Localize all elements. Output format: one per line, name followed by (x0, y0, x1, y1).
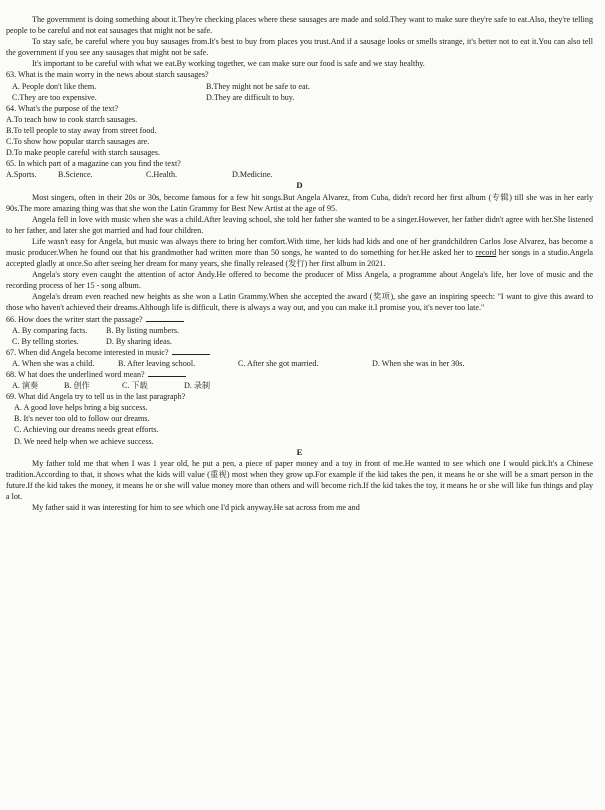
section-d-heading: D (296, 180, 303, 191)
option-d[interactable]: D. 录制 (184, 381, 211, 391)
passage-d-paragraph-3 (6, 236, 593, 269)
option-b[interactable]: B. It's never too old to follow our dreams. (14, 414, 150, 424)
question-63 (6, 69, 593, 102)
option-d[interactable]: D.Medicine. (232, 170, 273, 180)
question-stem: 69. What did Angela try to tell us in the last paragraph? (6, 392, 186, 402)
option-c[interactable]: C.Health. (146, 170, 178, 180)
passage-c-paragraph: It's important to be careful with what we eat.By working together, we can make sure our food is safe and we stay healthy. (32, 59, 425, 69)
option-c[interactable]: C.They are too expensive. (12, 92, 97, 102)
option-b[interactable]: B.They might not be safe to eat. (206, 81, 310, 91)
passage-e-paragraph: My father said it was interesting for him to see which one I'd pick anyway.He sat across from me and (32, 503, 360, 513)
question-text: 67. When did Angela become interested in music? (6, 347, 169, 357)
passage-c-paragraph: The government is doing something about it.They're checking places where these sausages are made and sold.They want to make sure they're safe to eat.Also, they're telling people to be careful and not eat sausages that might not be safe. (6, 15, 593, 36)
option-c[interactable]: C. After she got married. (238, 358, 319, 368)
question-text: 66. How does the writer start the passage? (6, 314, 143, 324)
option-b[interactable]: B.Science. (58, 170, 93, 180)
answer-blank[interactable] (148, 369, 186, 377)
option-d[interactable]: D.They are difficult to buy. (206, 92, 295, 102)
question-68 (6, 369, 593, 391)
question-text: 68. W hat does the underlined word mean? (6, 370, 145, 379)
option-d[interactable]: D. When she was in her 30s. (372, 358, 465, 368)
option-b[interactable]: B. 创作 (64, 381, 90, 391)
option-c[interactable]: C.To show how popular starch sausages are. (6, 137, 150, 147)
option-a[interactable]: A. When she was a child. (12, 358, 95, 368)
option-a[interactable]: A. People don't like them. (12, 81, 97, 91)
option-b[interactable]: B.To tell people to stay away from street food. (6, 125, 157, 135)
option-d[interactable]: D.To make people careful with starch sausages. (6, 148, 161, 158)
passage-d-paragraph-4: Angela's story even caught the attention of actor Andy.He offered to become the producer of Miss Angela, a programme about Angela's life, her love of music and the recording process of her 15 - song album. (6, 270, 593, 291)
question-stem (6, 347, 593, 358)
option-c[interactable]: C. Achieving our dreams needs great efforts. (14, 425, 159, 435)
option-d[interactable]: D. We need help when we achieve success. (14, 436, 154, 446)
question-67 (6, 347, 593, 369)
option-d[interactable]: D. By sharing ideas. (106, 336, 172, 346)
option-a[interactable]: A.To teach how to cook starch sausages. (6, 114, 138, 124)
option-a[interactable]: A.Sports. (6, 170, 37, 180)
option-a[interactable]: A. A good love helps bring a big success. (14, 403, 148, 413)
passage-d-paragraph-2: Angela fell in love with music when she was a child.After leaving school, she told her father she wanted to be a singer.However, her father didn't agree with her.She listened to her father, and later she got married and had four children. (6, 214, 593, 235)
option-a[interactable]: A. By comparing facts. (12, 325, 88, 335)
option-c[interactable]: C. 下载 (122, 381, 148, 391)
question-stem: 65. In which part of a magazine can you find the text? (6, 159, 181, 169)
question-65 (6, 158, 593, 180)
option-c[interactable]: C. By telling stories. (12, 336, 79, 346)
answer-blank[interactable] (172, 347, 210, 355)
underlined-word: record (475, 247, 497, 257)
question-stem: 63. What is the main worry in the news about starch sausages? (6, 70, 209, 80)
option-b[interactable]: B. After leaving school. (118, 358, 196, 368)
paragraph-text: Life wasn't easy for Angela, but music was always there to bring her comfort.With time, her kids had kids and one of her grandchildren Carlos Jose Alvarez, has become a music producer.When he found out that his grandmother had written more than 50 songs, he wanted to do something for her.He asked her to (6, 236, 593, 257)
option-a[interactable]: A. 演奏 (12, 381, 39, 391)
answer-blank[interactable] (146, 314, 184, 322)
question-69 (6, 391, 593, 446)
passage-d-paragraph-5: Angela's dream even reached new heights as she won a Latin Grammy.When she accepted the award (奖项), she gave an inspiring speech: "I want to give this award to those who haven't achieved their dreams.Although life is difficult, there is always a way out, and you can make it.I promise you, it's never too late." (6, 292, 593, 313)
option-b[interactable]: B. By listing numbers. (106, 325, 180, 335)
question-stem (6, 369, 593, 380)
question-stem (6, 314, 593, 325)
question-64 (6, 103, 593, 158)
question-stem: 64. What's the purpose of the text? (6, 103, 119, 113)
passage-e-paragraph: My father told me that when I was 1 year old, he put a pen, a piece of paper money and a toy in front of me.He wanted to see which one I would pick.It's a Chinese tradition.According to that, it shows what the kids will value (重视) most when they grow up.For example if the kid takes the pen, it means he or she will be a smart person in the future.If the kid takes the money, it means he or she will value money more than others and will become rich.If the kid takes the toy, it means he or she will like fun things and play a lot. (6, 458, 593, 502)
passage-d-paragraph-1: Most singers, often in their 20s or 30s, become famous for a few hit songs.But Angela Alvarez, from Cuba, didn't record her first album (专辑) till she was in her early 90s.The more amazing thing was that she won the Latin Grammy for Best New Artist at the age of 95. (6, 192, 593, 213)
paragraph-text: her songs in a studio.Angela accepted gladly at once.So after seeing her dream for many years, she finally released (发行) her first album in 2021. (6, 247, 593, 269)
passage-c-paragraph: To stay safe, be careful where you buy sausages from.It's best to buy from places you trust.And if a sausage looks or smells strange, it's better not to eat it.You can also tell the government if you see any sausages that might not be safe. (6, 37, 593, 58)
question-66 (6, 314, 593, 347)
section-e-heading: E (296, 446, 303, 457)
